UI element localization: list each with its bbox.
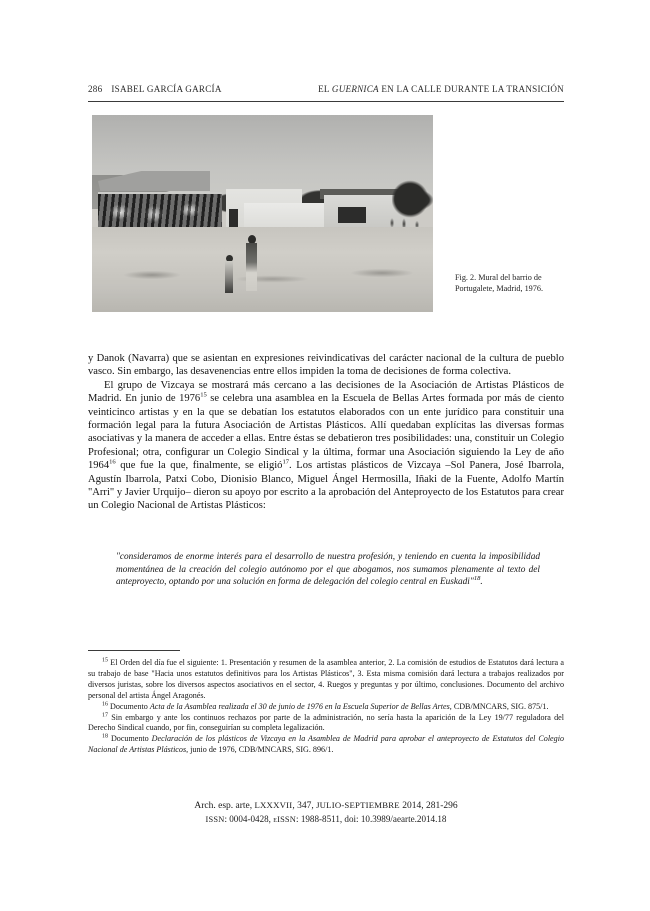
- footnote-text-run: , junio de 1976, CDB/MNCARS, SIG. 896/1.: [186, 745, 334, 755]
- footer-volume: LXXXVII: [254, 800, 293, 810]
- body-paragraph-2: [88, 379, 564, 513]
- footer-issn-value: : 0004-0428,: [224, 814, 274, 825]
- footnote-text-run: Documento: [108, 734, 152, 744]
- photograph-image: [92, 115, 433, 312]
- block-quote-tail: .: [480, 577, 483, 588]
- footnote-marker-15[interactable]: 15: [102, 657, 108, 664]
- page-number: 286: [88, 84, 103, 94]
- footnote-marker-17[interactable]: 17: [102, 711, 108, 718]
- body-paragraph-2-part-a: El grupo de Vizcaya se mostrará más cercano a las decisiones de la Asociación de Artistas Plásticos de Madrid. En junio de 1976: [88, 379, 564, 405]
- footer-journal: Arch. esp. arte,: [194, 801, 255, 811]
- running-head-title-pre: EL: [318, 84, 332, 94]
- footnote-text-run: Sin embargo y ante los continuos rechazos por parte de la administración, no sería hasta la aparición de la Ley 19/77 reguladora del Derecho Sindical cuando, por fin, conseguirían su completa legalización.: [88, 712, 564, 733]
- footnote-separator-rule: [88, 650, 180, 651]
- footnote-ref-15[interactable]: 15: [200, 391, 207, 399]
- running-head: [88, 84, 564, 100]
- running-head-rule: [88, 101, 564, 102]
- photo-grain-overlay: [92, 115, 433, 312]
- footnote-text-run: El Orden del día fue el siguiente: 1. Presentación y resumen de la asamblea anterior, 2. La comisión de estudios de Estatutos dará lectura a su trabajo de base "Hacia unos estatutos definitivos para los Artistas Plásticos", 3. Esta misma comisión dará lectura a trabajos realizados por diversos juristas, sobre los diversos aspectos asociativos en el sector, 4. Ruegos y preguntas y por último, conclusiones. Documento del archivo personal del artista Ángel Aragonés.: [88, 658, 564, 700]
- running-head-title-italic: GUERNICA: [331, 84, 379, 94]
- body-paragraph-2-part-b: se celebra una asamblea en la Escuela de Bellas Artes formada por más de ciento veinticinco artistas y en la que se debatían los estatutos elaborados con un ente jurídico para constituir una formación legal para la futura Asociación de Artistas Plásticos. Allí quedaban explícitas las diversas formas asociativas y la manera de acceder a ellas. Entre éstas se debatieron tres posibilidades: una, constituir un Colegio Profesional; otra, configurar un Colegio Sindical y la última, formar una Asociación siguiendo la Ley de año 1964: [88, 393, 564, 472]
- footnote-17: [88, 713, 564, 735]
- body-paragraph-2-part-c: que fue la que, finalmente, se eligió: [115, 460, 283, 472]
- footnote-ref-17[interactable]: 17: [282, 458, 290, 466]
- block-quote-paragraph: [116, 551, 540, 589]
- running-head-title: [318, 84, 564, 94]
- running-head-left: [88, 84, 222, 94]
- footnote-text-run: Documento: [108, 701, 150, 711]
- footer-eissn-value: : 1988-8511, doi: 10.3989/aearte.2014.18: [296, 814, 447, 825]
- footnote-ref-16[interactable]: 16: [109, 458, 116, 466]
- figure-photograph: [92, 115, 433, 312]
- footnote-text-run: Acta de la Asamblea realizada el 30 de junio de 1976 en la Escuela Superior de Bellas Artes: [149, 701, 450, 711]
- footnote-15: [88, 658, 564, 702]
- body-text: [88, 352, 564, 513]
- footnote-marker-16[interactable]: 16: [102, 700, 108, 707]
- footnote-text-run: , CDB/MNCARS, SIG. 875/1.: [449, 701, 549, 711]
- footnote-ref-18[interactable]: 18: [473, 575, 481, 583]
- footnote-18: [88, 734, 564, 756]
- running-head-author: ISABEL GARCÍA GARCÍA: [111, 84, 222, 94]
- body-paragraph-1: y Danok (Navarra) que se asientan en expresiones reivindicativas del carácter nacional de la cultura de pueblo vasco. Sin embargo, las desavenencias entre ellos impiden la toma de decisiones de forma colectiva.: [88, 353, 564, 378]
- footnote-marker-18[interactable]: 18: [102, 733, 108, 740]
- block-quote: [116, 551, 540, 589]
- footnote-16: [88, 702, 564, 713]
- footer-number: , 347,: [292, 801, 317, 811]
- page-footer: [88, 799, 564, 826]
- figure-caption: Fig. 2. Mural del barrio de Portugalete, Madrid, 1976.: [455, 273, 543, 294]
- footnote-text-run: Declaración de los plásticos de Vizcaya en la Asamblea de Madrid para aprobar el anteproyecto de Estatutos del Colegio Nacional de Artistas Plásticos: [88, 734, 564, 755]
- footer-eissn-label: eISSN: [273, 815, 297, 825]
- footer-issn-label: ISSN: [205, 815, 225, 825]
- footnotes-list: [88, 658, 564, 756]
- footer-citation: [88, 799, 564, 813]
- footer-identifiers: [88, 813, 564, 826]
- footer-issue-period: JULIO-SEPTIEMBRE: [316, 800, 400, 810]
- footer-year-pages: 2014, 281-296: [399, 801, 458, 811]
- block-quote-text: "consideramos de enorme interés para el desarrollo de nuestra profesión, y teniendo en cuenta la imposibilidad momentánea de la creación del colegio autónomo por el que abogamos, nos sumamos plenamente al texto del anteproyecto, optando por una solución en forma de delegación del colegio central en Euskadi": [116, 552, 540, 588]
- running-head-title-post: EN LA CALLE DURANTE LA TRANSICIÓN: [378, 84, 564, 94]
- body-paragraph-2-part-d: . Los artistas plásticos de Vizcaya –Sol Panera, José Ibarrola, Agustín Ibarrola, Patxi Cobo, Dionisio Blanco, Miguel Ángel Hermosilla, Iñaki de la Fuente, Adolfo Martín "Arri" y Javier Urquijo– dieron su apoyo por escrito a la aprobación del Anteproyecto de los Estatutos para crear un Colegio Nacional de Artistas Plásticos:: [88, 460, 564, 512]
